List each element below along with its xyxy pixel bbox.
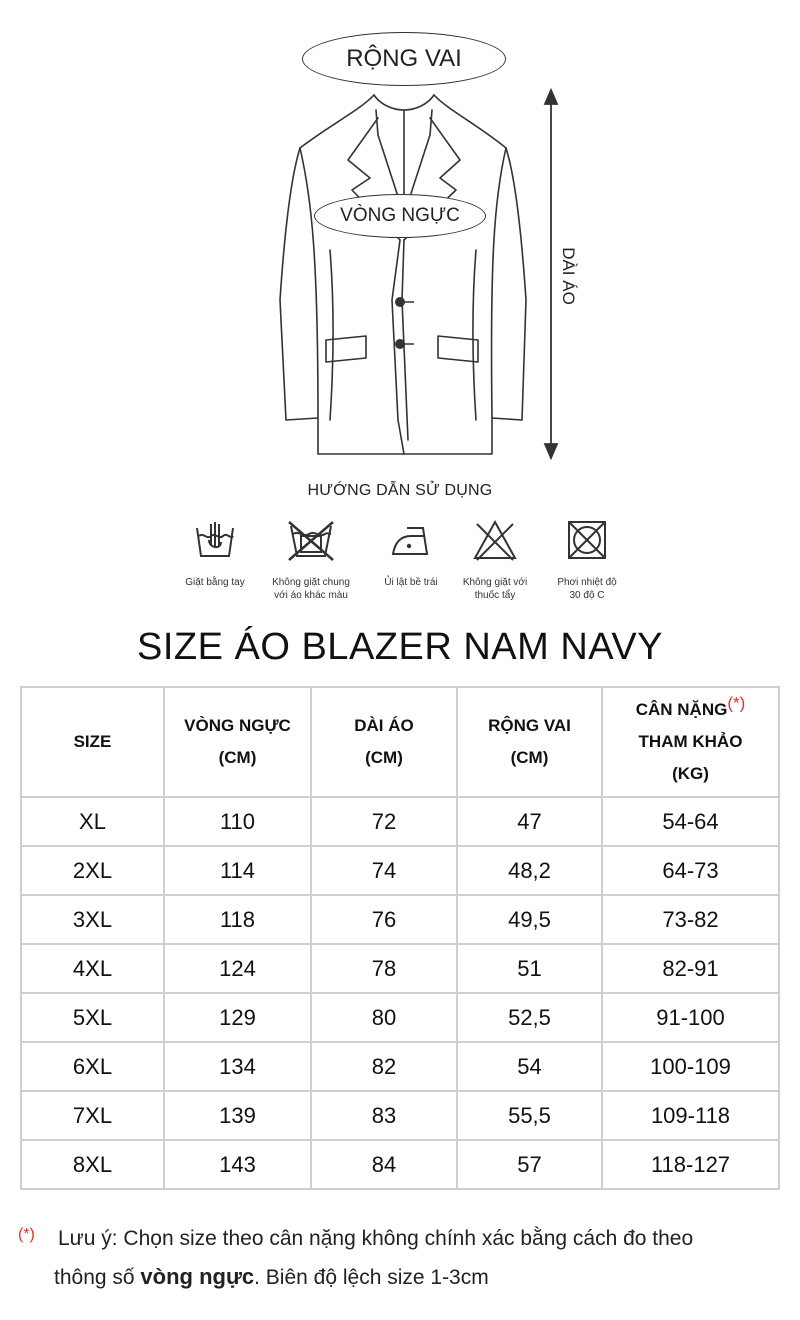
header-size: SIZE xyxy=(21,687,164,797)
care-item-no-bleach: Không giặt với thuốc tẩy xyxy=(440,518,550,602)
cell-shoulder: 48,2 xyxy=(457,846,602,895)
note-line-2: thông số vòng ngực. Biên độ lệch size 1-3cm xyxy=(54,1264,489,1289)
cell-length: 76 xyxy=(311,895,457,944)
cell-length: 83 xyxy=(311,1091,457,1140)
care-item-iron: Ủi lật bề trái xyxy=(356,518,466,589)
iron-inside-out-icon xyxy=(387,518,435,562)
cell-length: 78 xyxy=(311,944,457,993)
care-instructions-title: HƯỚNG DẪN SỬ DỤNG xyxy=(307,482,493,499)
table-header-row xyxy=(21,687,779,797)
table-row xyxy=(21,1140,779,1189)
tumble-dry-icon xyxy=(563,518,611,562)
note-footnote-marker: (*) xyxy=(18,1226,35,1243)
cell-chest: 114 xyxy=(164,846,311,895)
cell-shoulder: 51 xyxy=(457,944,602,993)
size-chart-title: SIZE ÁO BLAZER NAM NAVY xyxy=(136,626,664,668)
cell-chest: 134 xyxy=(164,1042,311,1091)
table-row xyxy=(21,1091,779,1140)
cell-weight: 118-127 xyxy=(602,1140,779,1189)
cell-weight: 100-109 xyxy=(602,1042,779,1091)
cell-shoulder: 52,5 xyxy=(457,993,602,1042)
jacket-length-label: DÀI ÁO xyxy=(559,247,578,305)
cell-size: 4XL xyxy=(21,944,164,993)
note-line-1: Lưu ý: Chọn size theo cân nặng không chính xác bằng cách đo theo xyxy=(58,1227,694,1250)
blazer-diagram xyxy=(0,0,800,470)
table-row xyxy=(21,993,779,1042)
cell-weight: 64-73 xyxy=(602,846,779,895)
cell-size: 6XL xyxy=(21,1042,164,1091)
chest-label: VÒNG NGỰC xyxy=(314,194,486,238)
cell-chest: 118 xyxy=(164,895,311,944)
cell-length: 84 xyxy=(311,1140,457,1189)
cell-chest: 143 xyxy=(164,1140,311,1189)
table-row xyxy=(21,1042,779,1091)
header-shoulder: RỘNG VAI (CM) xyxy=(457,687,602,797)
cell-shoulder: 54 xyxy=(457,1042,602,1091)
table-row xyxy=(21,944,779,993)
cell-weight: 54-64 xyxy=(602,797,779,846)
care-item-dry: Phơi nhiệt độ 30 độ C xyxy=(532,518,642,602)
note-emphasis: vòng ngực xyxy=(140,1264,255,1289)
cell-shoulder: 47 xyxy=(457,797,602,846)
header-chest: VÒNG NGỰC (CM) xyxy=(164,687,311,797)
header-weight: CÂN NẶNG(*) THAM KHẢO (KG) xyxy=(602,687,779,797)
cell-size: 5XL xyxy=(21,993,164,1042)
size-table xyxy=(20,686,780,1190)
cell-length: 72 xyxy=(311,797,457,846)
cell-shoulder: 57 xyxy=(457,1140,602,1189)
cell-chest: 124 xyxy=(164,944,311,993)
table-row xyxy=(21,895,779,944)
cell-size: XL xyxy=(21,797,164,846)
cell-length: 82 xyxy=(311,1042,457,1091)
cell-weight: 73-82 xyxy=(602,895,779,944)
cell-chest: 129 xyxy=(164,993,311,1042)
care-item-hand-wash: Giặt bằng tay xyxy=(160,518,270,589)
cell-size: 3XL xyxy=(21,895,164,944)
cell-size: 7XL xyxy=(21,1091,164,1140)
cell-chest: 110 xyxy=(164,797,311,846)
cell-weight: 82-91 xyxy=(602,944,779,993)
cell-size: 8XL xyxy=(21,1140,164,1189)
hand-wash-icon xyxy=(191,518,239,562)
no-mixed-wash-icon xyxy=(287,518,335,562)
cell-length: 80 xyxy=(311,993,457,1042)
cell-shoulder: 49,5 xyxy=(457,895,602,944)
cell-weight: 109-118 xyxy=(602,1091,779,1140)
care-item-no-mixed-wash: Không giặt chung với áo khác màu xyxy=(256,518,366,602)
no-bleach-icon xyxy=(471,518,519,562)
table-row xyxy=(21,846,779,895)
shoulder-width-label: RỘNG VAI xyxy=(302,32,506,86)
cell-chest: 139 xyxy=(164,1091,311,1140)
table-row xyxy=(21,797,779,846)
cell-size: 2XL xyxy=(21,846,164,895)
cell-weight: 91-100 xyxy=(602,993,779,1042)
header-length: DÀI ÁO (CM) xyxy=(311,687,457,797)
footnote-marker: (*) xyxy=(727,693,746,713)
cell-length: 74 xyxy=(311,846,457,895)
cell-shoulder: 55,5 xyxy=(457,1091,602,1140)
